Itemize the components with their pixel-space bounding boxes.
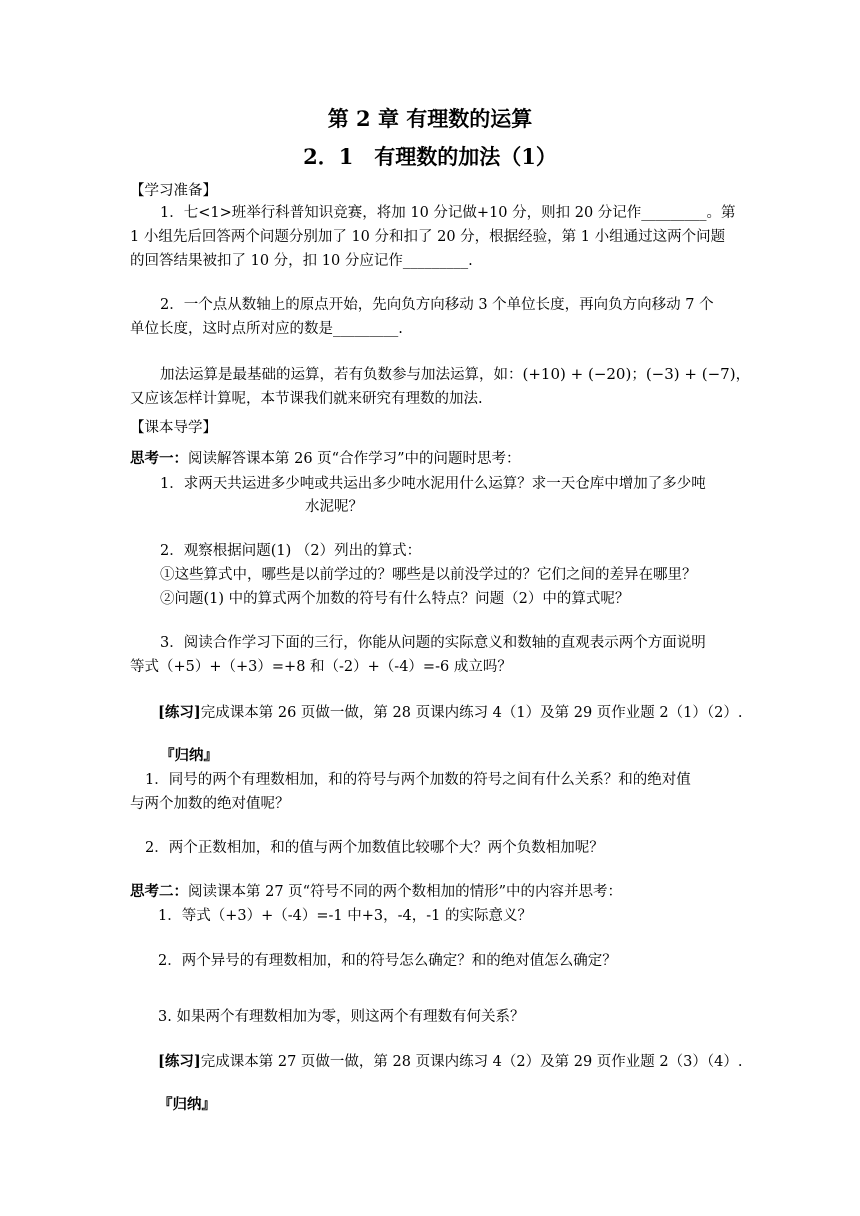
think1-text: 阅读解答课本第 26 页“合作学习”中的问题时思考：: [188, 451, 521, 467]
guide-heading: 【课本导学】: [130, 420, 217, 436]
prep-q2-line2: 单位长度，这时点所对应的数是_________.: [130, 321, 403, 337]
chapter-title: 第 2 章 有理数的运算: [327, 106, 533, 131]
think2-q1: 1．等式（+3）+（-4）=-1 中+3，-4，-1 的实际意义？: [158, 908, 532, 924]
section-title: 2．1 有理数的加法（1）: [303, 144, 557, 169]
summary-1-q1-line2: 与两个加数的绝对值呢？: [130, 796, 290, 812]
think1-q1-line1: 1．求两天共运进多少吨或共运出多少吨水泥用什么运算？求一天仓库中增加了多少吨: [160, 476, 706, 492]
exercise-1-text: 完成课本第 26 页做一做，第 28 页课内练习 4（1）及第 29 页作业题 2（1）（2）.: [200, 705, 743, 721]
intro-comma: ，: [735, 367, 751, 383]
summary-1-q2: 2．两个正数相加，和的值与两个加数值比较哪个大？两个负数相加呢？: [145, 840, 604, 856]
intro-line1: [160, 364, 750, 385]
prep-q1-line3: 的回答结果被扣了 10 分，扣 10 分应记作_________.: [130, 253, 473, 269]
summary-1-heading: 『归纳』: [160, 747, 218, 764]
think1-q3-line2: 等式（+5）+（+3）=+8 和（-2）+（-4）=-6 成立吗？: [130, 659, 512, 675]
intro-line2: 又应该怎样计算呢，本节课我们就来研究有理数的加法.: [130, 391, 483, 407]
intro-expression-2: (−3) + (−7): [645, 365, 736, 383]
summary-2-heading: 『归纳』: [158, 1096, 216, 1113]
prep-heading: 【学习准备】: [130, 183, 217, 199]
exercise-1-label: [练习]: [158, 704, 201, 721]
think1-label: 思考一：: [130, 450, 188, 467]
exercise-1: [158, 703, 742, 723]
exercise-2-label: [练习]: [158, 1053, 201, 1070]
intro-separator: ；: [631, 367, 646, 383]
prep-q2-line1: 2．一个点从数轴上的原点开始，先向负方向移动 3 个单位长度，再向负方向移动 7 个: [160, 297, 714, 313]
think1-q2-a: ①这些算式中，哪些是以前学过的？哪些是以前没学过的？它们之间的差异在哪里？: [160, 567, 697, 583]
think1-q3-line1: 3．阅读合作学习下面的三行，你能从问题的实际意义和数轴的直观表示两个方面说明: [160, 635, 706, 651]
think1-q2: 2．观察根据问题(1) （2）列出的算式：: [160, 543, 422, 559]
think2-q2: 2．两个异号的有理数相加，和的符号怎么确定？和的绝对值怎么确定？: [158, 953, 617, 969]
think2-line: [130, 882, 622, 902]
think1-q1-line2: 水泥呢？: [305, 499, 363, 515]
think2-text: 阅读课本第 27 页“符号不同的两个数相加的情形”中的内容并思考：: [188, 884, 622, 900]
exercise-2: [158, 1052, 742, 1072]
intro-expression-1: (+10) + (−20): [522, 365, 632, 383]
exercise-2-text: 完成课本第 27 页做一做，第 28 页课内练习 4（2）及第 29 页作业题 2（3）（4）.: [200, 1054, 743, 1070]
think2-q3: 3. 如果两个有理数相加为零，则这两个有理数有何关系？: [158, 1009, 525, 1025]
intro-text: 加法运算是最基础的运算，若有负数参与加法运算，如：: [160, 367, 523, 383]
think2-label: 思考二：: [130, 883, 188, 900]
think1-line: [130, 449, 521, 469]
think1-q2-b: ②问题(1) 中的算式两个加数的符号有什么特点？问题（2）中的算式呢？: [160, 591, 630, 607]
prep-q1-line1: 1．七<1>班举行科普知识竞赛，将加 10 分记做+10 分，则扣 20 分记作_________。第: [160, 205, 736, 221]
prep-q1-line2: 1 小组先后回答两个问题分别加了 10 分和扣了 20 分，根据经验，第 1 小组通过这两个问题: [130, 229, 726, 245]
summary-1-q1-line1: 1．同号的两个有理数相加，和的符号与两个加数的符号之间有什么关系？和的绝对值: [145, 772, 691, 788]
